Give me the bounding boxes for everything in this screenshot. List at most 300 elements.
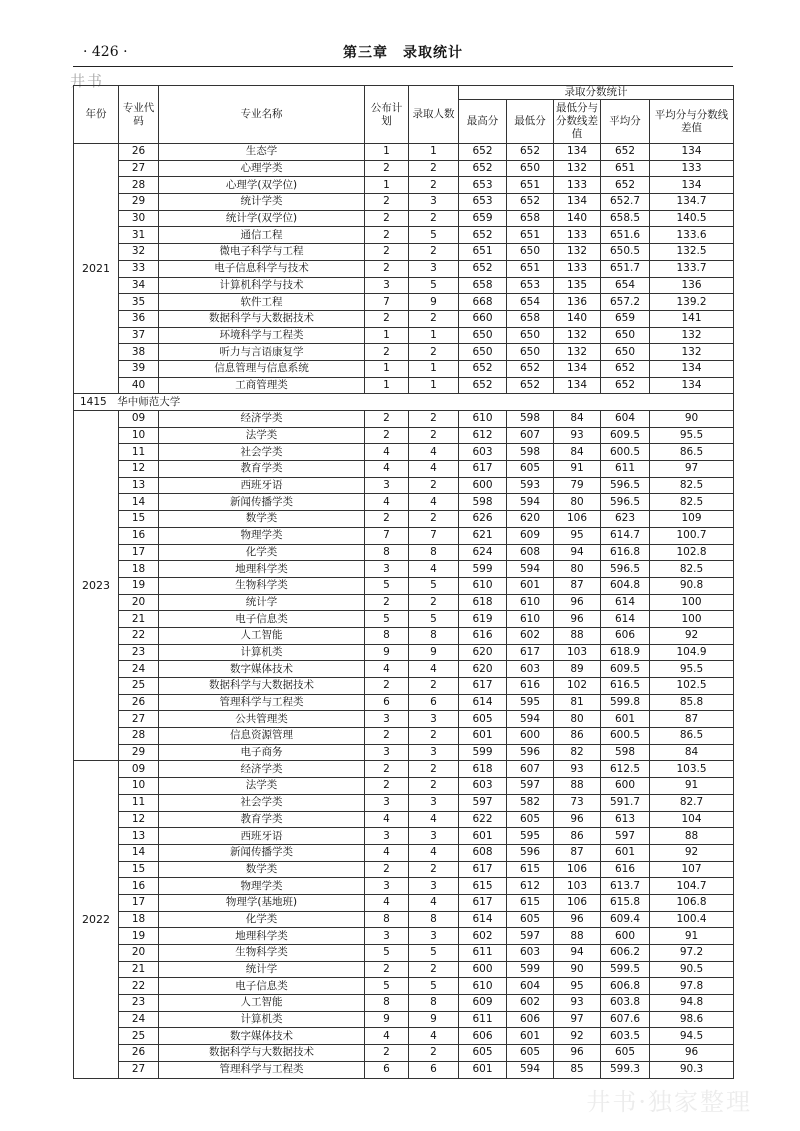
avg-score: 651	[601, 160, 650, 177]
admitted-count: 2	[409, 244, 459, 261]
min-diff: 97	[554, 1011, 601, 1028]
avg-score: 613	[601, 811, 650, 828]
major-code: 10	[119, 778, 159, 795]
plan-count: 8	[365, 627, 409, 644]
major-name: 社会学类	[159, 794, 365, 811]
avg-score: 650	[601, 344, 650, 361]
admitted-count: 2	[409, 861, 459, 878]
major-code: 11	[119, 444, 159, 461]
major-code: 23	[119, 644, 159, 661]
admission-table	[73, 85, 734, 1079]
major-code: 27	[119, 160, 159, 177]
avg-score: 612.5	[601, 761, 650, 778]
plan-count: 6	[365, 694, 409, 711]
min-score: 593	[507, 477, 554, 494]
major-name: 教育学类	[159, 461, 365, 478]
max-score: 610	[459, 978, 507, 995]
major-code: 26	[119, 694, 159, 711]
min-score: 650	[507, 344, 554, 361]
min-score: 602	[507, 995, 554, 1012]
min-diff: 133	[554, 177, 601, 194]
min-diff: 93	[554, 761, 601, 778]
table-row	[74, 678, 734, 695]
min-score: 608	[507, 544, 554, 561]
major-name: 西班牙语	[159, 828, 365, 845]
major-code: 27	[119, 1061, 159, 1078]
header-avg: 平均分	[601, 100, 650, 144]
table-row	[74, 861, 734, 878]
plan-count: 2	[365, 594, 409, 611]
min-diff: 80	[554, 561, 601, 578]
plan-count: 4	[365, 844, 409, 861]
major-name: 计算机科学与技术	[159, 277, 365, 294]
major-name: 通信工程	[159, 227, 365, 244]
min-score: 601	[507, 577, 554, 594]
table-row	[74, 360, 734, 377]
admitted-count: 1	[409, 144, 459, 161]
major-name: 信息管理与信息系统	[159, 360, 365, 377]
min-diff: 79	[554, 477, 601, 494]
avg-score: 650.5	[601, 244, 650, 261]
plan-count: 1	[365, 377, 409, 394]
min-diff: 94	[554, 945, 601, 962]
major-code: 31	[119, 227, 159, 244]
avg-diff: 139.2	[650, 294, 734, 311]
max-score: 617	[459, 461, 507, 478]
avg-score: 606.8	[601, 978, 650, 995]
avg-diff: 95.5	[650, 427, 734, 444]
avg-score: 603.5	[601, 1028, 650, 1045]
admitted-count: 4	[409, 444, 459, 461]
avg-score: 654	[601, 277, 650, 294]
max-score: 617	[459, 894, 507, 911]
min-diff: 140	[554, 210, 601, 227]
min-diff: 95	[554, 527, 601, 544]
plan-count: 8	[365, 995, 409, 1012]
max-score: 609	[459, 995, 507, 1012]
min-diff: 84	[554, 444, 601, 461]
plan-count: 3	[365, 828, 409, 845]
min-diff: 87	[554, 844, 601, 861]
avg-diff: 92	[650, 844, 734, 861]
major-name: 地理科学类	[159, 561, 365, 578]
major-name: 微电子科学与工程	[159, 244, 365, 261]
min-diff: 134	[554, 144, 601, 161]
max-score: 652	[459, 360, 507, 377]
major-code: 25	[119, 678, 159, 695]
min-diff: 93	[554, 995, 601, 1012]
avg-score: 600	[601, 928, 650, 945]
major-code: 35	[119, 294, 159, 311]
min-score: 610	[507, 611, 554, 628]
major-code: 22	[119, 627, 159, 644]
admitted-count: 4	[409, 661, 459, 678]
avg-score: 606	[601, 627, 650, 644]
min-score: 650	[507, 327, 554, 344]
table-row	[74, 561, 734, 578]
major-name: 经济学类	[159, 761, 365, 778]
min-score: 595	[507, 828, 554, 845]
min-score: 617	[507, 644, 554, 661]
table-row	[74, 377, 734, 394]
min-diff: 140	[554, 310, 601, 327]
major-name: 心理学(双学位)	[159, 177, 365, 194]
min-diff: 88	[554, 627, 601, 644]
max-score: 599	[459, 744, 507, 761]
header-name: 专业名称	[159, 86, 365, 144]
plan-count: 6	[365, 1061, 409, 1078]
min-score: 599	[507, 961, 554, 978]
min-score: 594	[507, 711, 554, 728]
avg-score: 614.7	[601, 527, 650, 544]
max-score: 602	[459, 928, 507, 945]
avg-score: 600	[601, 778, 650, 795]
major-code: 18	[119, 561, 159, 578]
table-row	[74, 1011, 734, 1028]
avg-diff: 82.5	[650, 477, 734, 494]
major-code: 32	[119, 244, 159, 261]
avg-score: 596.5	[601, 477, 650, 494]
avg-score: 598	[601, 744, 650, 761]
max-score: 617	[459, 678, 507, 695]
min-diff: 132	[554, 160, 601, 177]
table-row	[74, 978, 734, 995]
avg-score: 603.8	[601, 995, 650, 1012]
avg-diff: 136	[650, 277, 734, 294]
major-code: 24	[119, 661, 159, 678]
major-name: 电子信息类	[159, 611, 365, 628]
major-code: 26	[119, 1045, 159, 1062]
avg-diff: 134.7	[650, 194, 734, 211]
major-code: 22	[119, 978, 159, 995]
table-row	[74, 711, 734, 728]
min-score: 651	[507, 177, 554, 194]
table-row	[74, 444, 734, 461]
plan-count: 9	[365, 1011, 409, 1028]
admitted-count: 3	[409, 794, 459, 811]
plan-count: 4	[365, 444, 409, 461]
admitted-count: 4	[409, 1028, 459, 1045]
min-score: 602	[507, 627, 554, 644]
min-diff: 132	[554, 244, 601, 261]
avg-diff: 94.8	[650, 995, 734, 1012]
plan-count: 4	[365, 811, 409, 828]
page-header	[73, 36, 733, 68]
major-name: 法学类	[159, 427, 365, 444]
avg-diff: 133.6	[650, 227, 734, 244]
university-section-row	[74, 394, 734, 411]
plan-count: 3	[365, 928, 409, 945]
avg-score: 657.2	[601, 294, 650, 311]
min-score: 616	[507, 678, 554, 695]
min-score: 652	[507, 360, 554, 377]
admitted-count: 9	[409, 644, 459, 661]
min-score: 595	[507, 694, 554, 711]
admitted-count: 1	[409, 360, 459, 377]
avg-score: 596.5	[601, 494, 650, 511]
avg-diff: 98.6	[650, 1011, 734, 1028]
table-row	[74, 477, 734, 494]
table-row	[74, 644, 734, 661]
admitted-count: 3	[409, 828, 459, 845]
plan-count: 2	[365, 194, 409, 211]
major-code: 37	[119, 327, 159, 344]
max-score: 610	[459, 411, 507, 428]
plan-count: 2	[365, 160, 409, 177]
avg-score: 652	[601, 177, 650, 194]
plan-count: 2	[365, 761, 409, 778]
max-score: 617	[459, 861, 507, 878]
major-name: 心理学类	[159, 160, 365, 177]
table-row	[74, 594, 734, 611]
major-name: 信息资源管理	[159, 728, 365, 745]
table-row	[74, 427, 734, 444]
table-row	[74, 744, 734, 761]
plan-count: 2	[365, 961, 409, 978]
min-score: 597	[507, 928, 554, 945]
min-score: 598	[507, 411, 554, 428]
min-diff: 96	[554, 1045, 601, 1062]
admitted-count: 6	[409, 1061, 459, 1078]
plan-count: 2	[365, 411, 409, 428]
min-score: 658	[507, 310, 554, 327]
admitted-count: 2	[409, 511, 459, 528]
major-name: 物理学类	[159, 527, 365, 544]
major-name: 管理科学与工程类	[159, 1061, 365, 1078]
major-name: 数据科学与大数据技术	[159, 310, 365, 327]
max-score: 619	[459, 611, 507, 628]
plan-count: 2	[365, 728, 409, 745]
table-row	[74, 160, 734, 177]
major-name: 化学类	[159, 911, 365, 928]
table-row	[74, 494, 734, 511]
min-diff: 106	[554, 511, 601, 528]
admitted-count: 2	[409, 477, 459, 494]
table-row	[74, 611, 734, 628]
year-cell: 2023	[74, 411, 119, 761]
min-diff: 106	[554, 861, 601, 878]
plan-count: 8	[365, 544, 409, 561]
avg-score: 607.6	[601, 1011, 650, 1028]
min-score: 601	[507, 1028, 554, 1045]
avg-diff: 104.9	[650, 644, 734, 661]
major-name: 法学类	[159, 778, 365, 795]
plan-count: 2	[365, 210, 409, 227]
major-name: 人工智能	[159, 627, 365, 644]
header-avg-diff: 平均分与分数线差值	[650, 100, 734, 144]
min-score: 653	[507, 277, 554, 294]
major-code: 18	[119, 911, 159, 928]
min-diff: 134	[554, 194, 601, 211]
max-score: 618	[459, 594, 507, 611]
avg-diff: 86.5	[650, 728, 734, 745]
min-diff: 80	[554, 494, 601, 511]
min-score: 604	[507, 978, 554, 995]
max-score: 653	[459, 177, 507, 194]
major-name: 生物科学类	[159, 945, 365, 962]
avg-score: 596.5	[601, 561, 650, 578]
major-code: 39	[119, 360, 159, 377]
major-name: 统计学	[159, 594, 365, 611]
min-diff: 93	[554, 427, 601, 444]
max-score: 620	[459, 661, 507, 678]
max-score: 660	[459, 310, 507, 327]
max-score: 612	[459, 427, 507, 444]
max-score: 605	[459, 711, 507, 728]
avg-score: 659	[601, 310, 650, 327]
min-diff: 96	[554, 811, 601, 828]
avg-diff: 100.7	[650, 527, 734, 544]
major-code: 38	[119, 344, 159, 361]
plan-count: 2	[365, 227, 409, 244]
header-rule	[73, 66, 733, 67]
avg-diff: 82.5	[650, 561, 734, 578]
major-code: 21	[119, 611, 159, 628]
avg-diff: 109	[650, 511, 734, 528]
major-name: 公共管理类	[159, 711, 365, 728]
major-code: 21	[119, 961, 159, 978]
table-row	[74, 544, 734, 561]
min-score: 605	[507, 1045, 554, 1062]
avg-score: 591.7	[601, 794, 650, 811]
min-diff: 133	[554, 227, 601, 244]
min-diff: 132	[554, 344, 601, 361]
max-score: 606	[459, 1028, 507, 1045]
avg-score: 614	[601, 594, 650, 611]
plan-count: 4	[365, 894, 409, 911]
avg-diff: 85.8	[650, 694, 734, 711]
major-name: 生态学	[159, 144, 365, 161]
plan-count: 7	[365, 294, 409, 311]
year-cell: 2021	[74, 144, 119, 394]
min-diff: 133	[554, 260, 601, 277]
major-name: 化学类	[159, 544, 365, 561]
avg-score: 652	[601, 377, 650, 394]
admitted-count: 5	[409, 227, 459, 244]
avg-score: 650	[601, 327, 650, 344]
major-name: 人工智能	[159, 995, 365, 1012]
avg-score: 599.5	[601, 961, 650, 978]
avg-diff: 91	[650, 778, 734, 795]
admitted-count: 5	[409, 945, 459, 962]
min-diff: 73	[554, 794, 601, 811]
admitted-count: 8	[409, 995, 459, 1012]
max-score: 620	[459, 644, 507, 661]
plan-count: 3	[365, 744, 409, 761]
min-diff: 80	[554, 711, 601, 728]
avg-score: 615.8	[601, 894, 650, 911]
year-cell: 2022	[74, 761, 119, 1078]
admitted-count: 2	[409, 961, 459, 978]
max-score: 650	[459, 327, 507, 344]
header-year: 年份	[74, 86, 119, 144]
avg-diff: 97.2	[650, 945, 734, 962]
avg-diff: 132.5	[650, 244, 734, 261]
min-diff: 132	[554, 327, 601, 344]
max-score: 601	[459, 728, 507, 745]
min-diff: 103	[554, 644, 601, 661]
min-score: 651	[507, 260, 554, 277]
major-code: 09	[119, 761, 159, 778]
min-diff: 84	[554, 411, 601, 428]
header-score-stats: 录取分数统计	[459, 86, 734, 100]
admitted-count: 2	[409, 344, 459, 361]
min-diff: 85	[554, 1061, 601, 1078]
table-row	[74, 144, 734, 161]
admitted-count: 2	[409, 411, 459, 428]
max-score: 603	[459, 778, 507, 795]
max-score: 651	[459, 244, 507, 261]
major-name: 教育学类	[159, 811, 365, 828]
avg-diff: 97	[650, 461, 734, 478]
plan-count: 2	[365, 1045, 409, 1062]
major-name: 数学类	[159, 861, 365, 878]
table-row	[74, 945, 734, 962]
avg-score: 623	[601, 511, 650, 528]
min-diff: 88	[554, 928, 601, 945]
min-score: 615	[507, 861, 554, 878]
admitted-count: 2	[409, 310, 459, 327]
major-code: 28	[119, 728, 159, 745]
admitted-count: 8	[409, 627, 459, 644]
min-score: 609	[507, 527, 554, 544]
plan-count: 2	[365, 778, 409, 795]
plan-count: 5	[365, 611, 409, 628]
major-code: 27	[119, 711, 159, 728]
table-row	[74, 310, 734, 327]
max-score: 599	[459, 561, 507, 578]
plan-count: 3	[365, 794, 409, 811]
avg-score: 614	[601, 611, 650, 628]
admitted-count: 4	[409, 844, 459, 861]
min-diff: 103	[554, 878, 601, 895]
admitted-count: 3	[409, 260, 459, 277]
max-score: 626	[459, 511, 507, 528]
avg-diff: 107	[650, 861, 734, 878]
avg-diff: 132	[650, 344, 734, 361]
min-score: 594	[507, 494, 554, 511]
min-diff: 81	[554, 694, 601, 711]
min-diff: 102	[554, 678, 601, 695]
min-diff: 91	[554, 461, 601, 478]
table-row	[74, 527, 734, 544]
avg-score: 651.7	[601, 260, 650, 277]
footer-watermark: 井书·独家整理	[586, 1088, 752, 1116]
table-row	[74, 1045, 734, 1062]
min-diff: 86	[554, 828, 601, 845]
min-score: 650	[507, 160, 554, 177]
min-score: 652	[507, 377, 554, 394]
max-score: 600	[459, 961, 507, 978]
major-code: 33	[119, 260, 159, 277]
admitted-count: 2	[409, 678, 459, 695]
avg-diff: 100	[650, 594, 734, 611]
major-name: 电子信息科学与技术	[159, 260, 365, 277]
admitted-count: 4	[409, 894, 459, 911]
max-score: 603	[459, 444, 507, 461]
max-score: 601	[459, 1061, 507, 1078]
plan-count: 2	[365, 427, 409, 444]
major-name: 统计学(双学位)	[159, 210, 365, 227]
major-name: 数字媒体技术	[159, 661, 365, 678]
min-score: 612	[507, 878, 554, 895]
min-score: 596	[507, 744, 554, 761]
admitted-count: 5	[409, 577, 459, 594]
table-row	[74, 227, 734, 244]
min-diff: 106	[554, 894, 601, 911]
table-row	[74, 828, 734, 845]
admitted-count: 4	[409, 461, 459, 478]
